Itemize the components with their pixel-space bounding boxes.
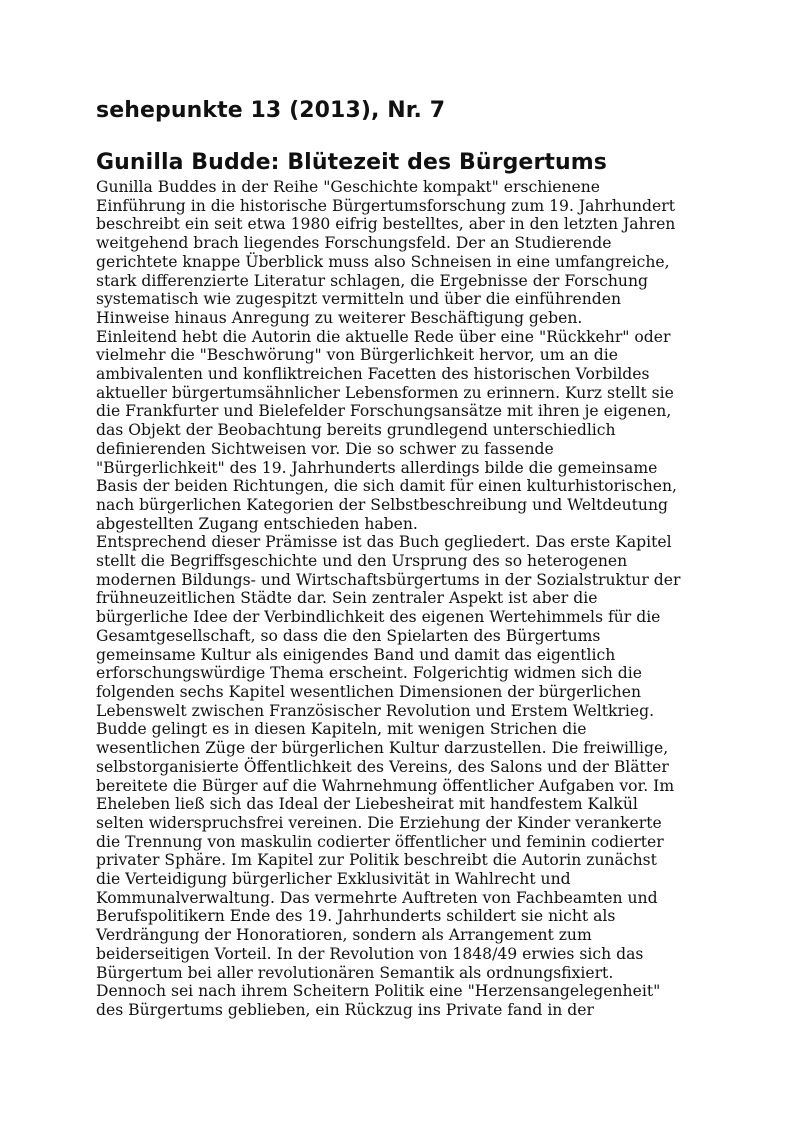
body-line: gemeinsame Kultur als einigendes Band und damit das eigentlich — [96, 645, 616, 664]
body-line: beiderseitigen Vorteil. In der Revolution von 1848/49 erwies sich das — [96, 944, 644, 963]
body-line: modernen Bildungs- und Wirtschaftsbürgertums in der Sozialstruktur der — [96, 570, 681, 589]
body-line: Verdrängung der Honoratioren, sondern als Arrangement zum — [96, 926, 592, 945]
body-line: selten widerspruchsfrei vereinen. Die Erziehung der Kinder verankerte — [96, 813, 662, 832]
body-line: des Bürgertums geblieben, ein Rückzug ins Private fand in der — [96, 1000, 594, 1019]
article-body — [96, 178, 716, 1020]
article-title: Gunilla Budde: Blütezeit des Bürgertums — [96, 150, 607, 175]
body-line: Einleitend hebt die Autorin die aktuelle Rede über eine "Rückkehr" oder — [96, 327, 671, 346]
body-line: nach bürgerlichen Kategorien der Selbstbeschreibung und Weltdeutung — [96, 495, 668, 514]
body-line: Berufspolitikern Ende des 19. Jahrhunderts schildert sie nicht als — [96, 907, 616, 926]
body-line: gerichtete knappe Überblick muss also Schneisen in eine umfangreiche, — [96, 252, 670, 271]
body-line: Kommunalverwaltung. Das vermehrte Auftreten von Fachbeamten und — [96, 888, 658, 907]
body-line: erforschungswürdige Thema erscheint. Folgerichtig widmen sich die — [96, 664, 642, 683]
body-line: "Bürgerlichkeit" des 19. Jahrhunderts allerdings bilde die gemeinsame — [96, 458, 658, 477]
body-line: bereitete die Bürger auf die Wahrnehmung öffentlicher Aufgaben vor. Im — [96, 776, 675, 795]
body-line: systematisch wie zugespitzt vermitteln und über die einführenden — [96, 290, 622, 309]
body-line: folgenden sechs Kapitel wesentlichen Dimensionen der bürgerlichen — [96, 682, 642, 701]
body-line: stark differenzierte Literatur schlagen, die Ergebnisse der Forschung — [96, 271, 648, 290]
body-line: Einführung in die historische Bürgertumsforschung zum 19. Jahrhundert — [96, 196, 675, 215]
body-line: Lebenswelt zwischen Französischer Revolution und Erstem Weltkrieg. — [96, 701, 655, 720]
body-line: die Trennung von maskulin codierter öffentlicher und feminin codierter — [96, 832, 664, 851]
body-line: die Verteidigung bürgerlicher Exklusivität in Wahlrecht und — [96, 870, 571, 889]
body-line: Basis der beiden Richtungen, die sich damit für einen kulturhistorischen, — [96, 477, 678, 496]
document-page — [96, 96, 716, 1020]
body-line: wesentlichen Züge der bürgerlichen Kultur darzustellen. Die freiwillige, — [96, 739, 669, 758]
body-line: Budde gelingt es in diesen Kapiteln, mit wenigen Strichen die — [96, 720, 587, 739]
body-line: weitgehend brach liegendes Forschungsfeld. Der an Studierende — [96, 234, 612, 253]
body-line: vielmehr die "Beschwörung" von Bürgerlichkeit hervor, um an die — [96, 346, 618, 365]
body-line: Entsprechend dieser Prämisse ist das Buch gegliedert. Das erste Kapitel — [96, 533, 672, 552]
body-line: frühneuzeitlichen Städte dar. Sein zentraler Aspekt ist aber die — [96, 589, 598, 608]
body-line: Gesamtgesellschaft, so dass die den Spielarten des Bürgertums — [96, 626, 601, 645]
body-line: selbstorganisierte Öffentlichkeit des Vereins, des Salons und der Blätter — [96, 757, 669, 776]
body-line: Hinweise hinaus Anregung zu weiterer Beschäftigung geben. — [96, 308, 583, 327]
body-line: abgestellten Zugang entschieden haben. — [96, 514, 418, 533]
body-line: Bürgertum bei aller revolutionären Semantik als ordnungsfixiert. — [96, 963, 614, 982]
journal-title: sehepunkte 13 (2013), Nr. 7 — [96, 98, 446, 123]
body-line: definierenden Sichtweisen vor. Die so schwer zu fassende — [96, 439, 554, 458]
body-line: aktueller bürgertumsähnlicher Lebensformen zu erinnern. Kurz stellt sie — [96, 383, 674, 402]
body-line: Gunilla Buddes in der Reihe "Geschichte kompakt" erschienene — [96, 178, 601, 196]
body-line: bürgerliche Idee der Verbindlichkeit des eigenen Wertehimmels für die — [96, 608, 661, 627]
body-line: ambivalenten und konfliktreichen Facetten des historischen Vorbildes — [96, 365, 650, 384]
body-line: die Frankfurter und Bielefelder Forschungsansätze mit ihren je eigenen, — [96, 402, 672, 421]
body-line: beschreibt ein seit etwa 1980 eifrig bestelltes, aber in den letzten Jahren — [96, 215, 676, 234]
body-line: Dennoch sei nach ihrem Scheitern Politik eine "Herzensangelegenheit" — [96, 982, 661, 1001]
body-line: stellt die Begriffsgeschichte und den Ursprung des so heterogenen — [96, 552, 628, 571]
body-line: privater Sphäre. Im Kapitel zur Politik beschreibt die Autorin zunächst — [96, 851, 657, 870]
body-line: das Objekt der Beobachtung bereits grundlegend unterschiedlich — [96, 421, 616, 440]
body-line: Eheleben ließ sich das Ideal der Liebesheirat mit handfestem Kalkül — [96, 795, 638, 814]
